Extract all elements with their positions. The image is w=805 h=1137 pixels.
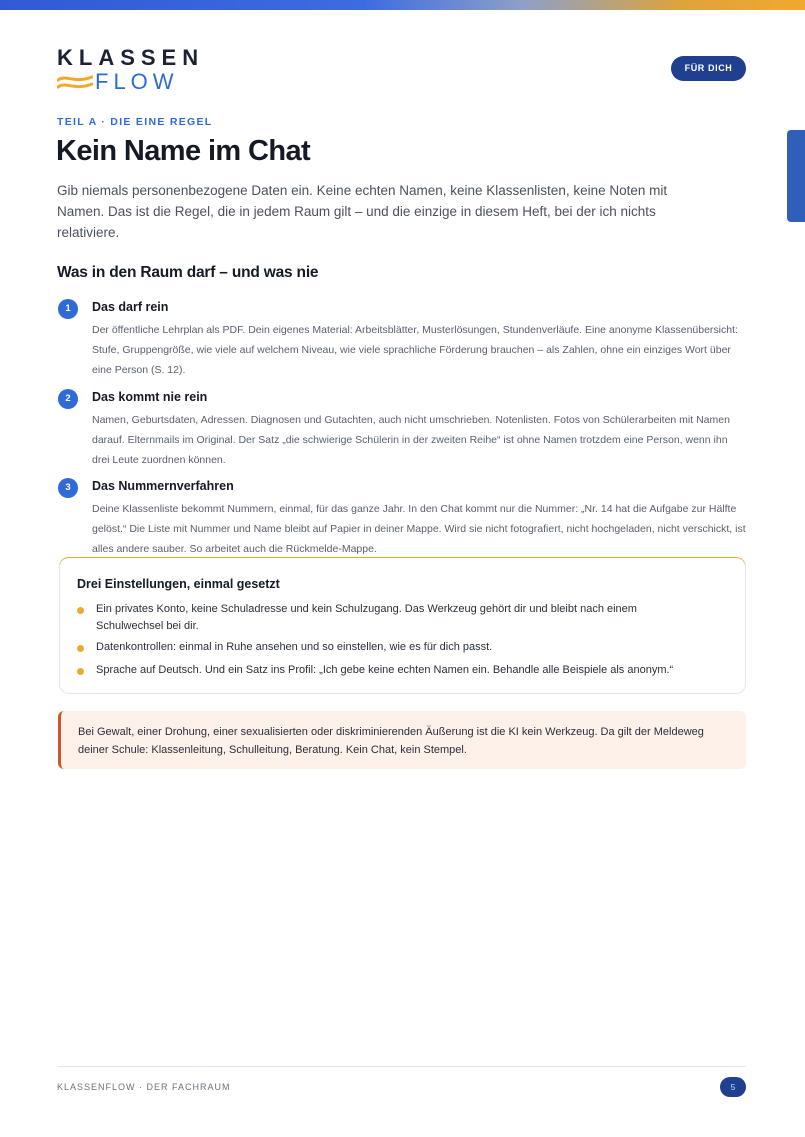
page-number: 5 bbox=[720, 1077, 746, 1097]
page-title: Kein Name im Chat bbox=[56, 135, 311, 167]
section-kicker: TEIL A · DIE EINE REGEL bbox=[57, 116, 213, 128]
logo-word-bottom: FLOW bbox=[95, 69, 179, 94]
klassenflow-logo bbox=[57, 45, 205, 96]
warning-callout bbox=[58, 711, 746, 769]
step-number: 1 bbox=[58, 299, 78, 319]
step-text: Deine Klassenliste bekommt Nummern, einmal, für das ganze Jahr. In den Chat kommt nur die Nummer: „Nr. 14 hat die Aufgabe zur Hälfte gelöst.“ Die Liste mit Nummer und Name bleibt auf Papier in deiner Mappe. Wird sie nicht fotografiert, nicht hochgeladen, nicht verschickt, ist alles andere sauber. So arbeitet auch die Rückmelde-Mappe. bbox=[92, 503, 746, 555]
step-title: Das Nummernverfahren bbox=[92, 479, 234, 493]
lead-paragraph: Gib niemals personenbezogene Daten ein. Keine echten Namen, keine Klassenlisten, keine Noten mit Namen. Das ist die Regel, die in jedem Raum gilt – und die einzige in diesem Heft, bei der ich nichts relativiere. bbox=[57, 183, 668, 240]
top-gradient-bar bbox=[0, 0, 805, 10]
step-text: Der öffentliche Lehrplan als PDF. Dein eigenes Material: Arbeitsblätter, Musterlösungen, Stundenverläufe. Eine anonyme Klassenübersicht: Stufe, Gruppengröße, wie viele auf welchem Niveau, wie viele sprachliche Förderung brauchen – als Zahlen, ohne ein einziges Wort über eine Person (S. 12). bbox=[92, 324, 738, 376]
step-text: Namen, Geburtsdaten, Adressen. Diagnosen und Gutachten, auch nicht umschrieben. Notenlisten. Fotos von Schülerarbeiten mit Namen darauf. Elternmails im Original. Der Satz „die schwierige Schülerin in der zweiten Reihe“ ist ohne Namen trotzdem eine Person, wenn ihn drei Leute zuordnen können. bbox=[92, 414, 730, 466]
logo-word-top: KLASSEN bbox=[57, 45, 205, 70]
step-title: Das kommt nie rein bbox=[92, 390, 208, 404]
side-tab-marker bbox=[787, 130, 805, 222]
bullet-dot-icon bbox=[77, 645, 84, 652]
audience-badge: FÜR DICH bbox=[671, 56, 746, 81]
step-number: 3 bbox=[58, 478, 78, 498]
warning-text: Bei Gewalt, einer Drohung, einer sexualisierten oder diskriminierenden Äußerung ist die KI kein Werkzeug. Da gilt der Meldeweg deiner Schule: Klassenleitung, Schulleitung, Beratung. Kein Chat, kein Stempel. bbox=[78, 726, 704, 756]
settings-callout: Drei Einstellungen, einmal gesetzt Ein privates Konto, keine Schuladresse und kein Schulzugang. Das Werkzeug gehört dir und bleibt nach einem Schulwechsel bei dir. Datenkontrollen: einmal in Ruhe ansehen und so einstellen, wie es für dich passt. Sprache auf Deutsch. Und ein Satz ins Profil: „Ich gebe keine echten Namen ein. Behandle alle Beispiele als anonym.“ bbox=[59, 558, 746, 694]
bullet-dot-icon bbox=[77, 668, 84, 675]
step-number: 2 bbox=[58, 389, 78, 409]
bullet-dot-icon bbox=[77, 607, 84, 614]
footer-label: KLASSENFLOW · DER FACHRAUM bbox=[57, 1082, 231, 1092]
footer-divider bbox=[57, 1066, 746, 1067]
wave-icon bbox=[57, 73, 93, 91]
settings-title: Drei Einstellungen, einmal gesetzt bbox=[77, 577, 280, 591]
step-title: Das darf rein bbox=[92, 300, 169, 314]
subheading: Was in den Raum darf – und was nie bbox=[57, 264, 319, 281]
